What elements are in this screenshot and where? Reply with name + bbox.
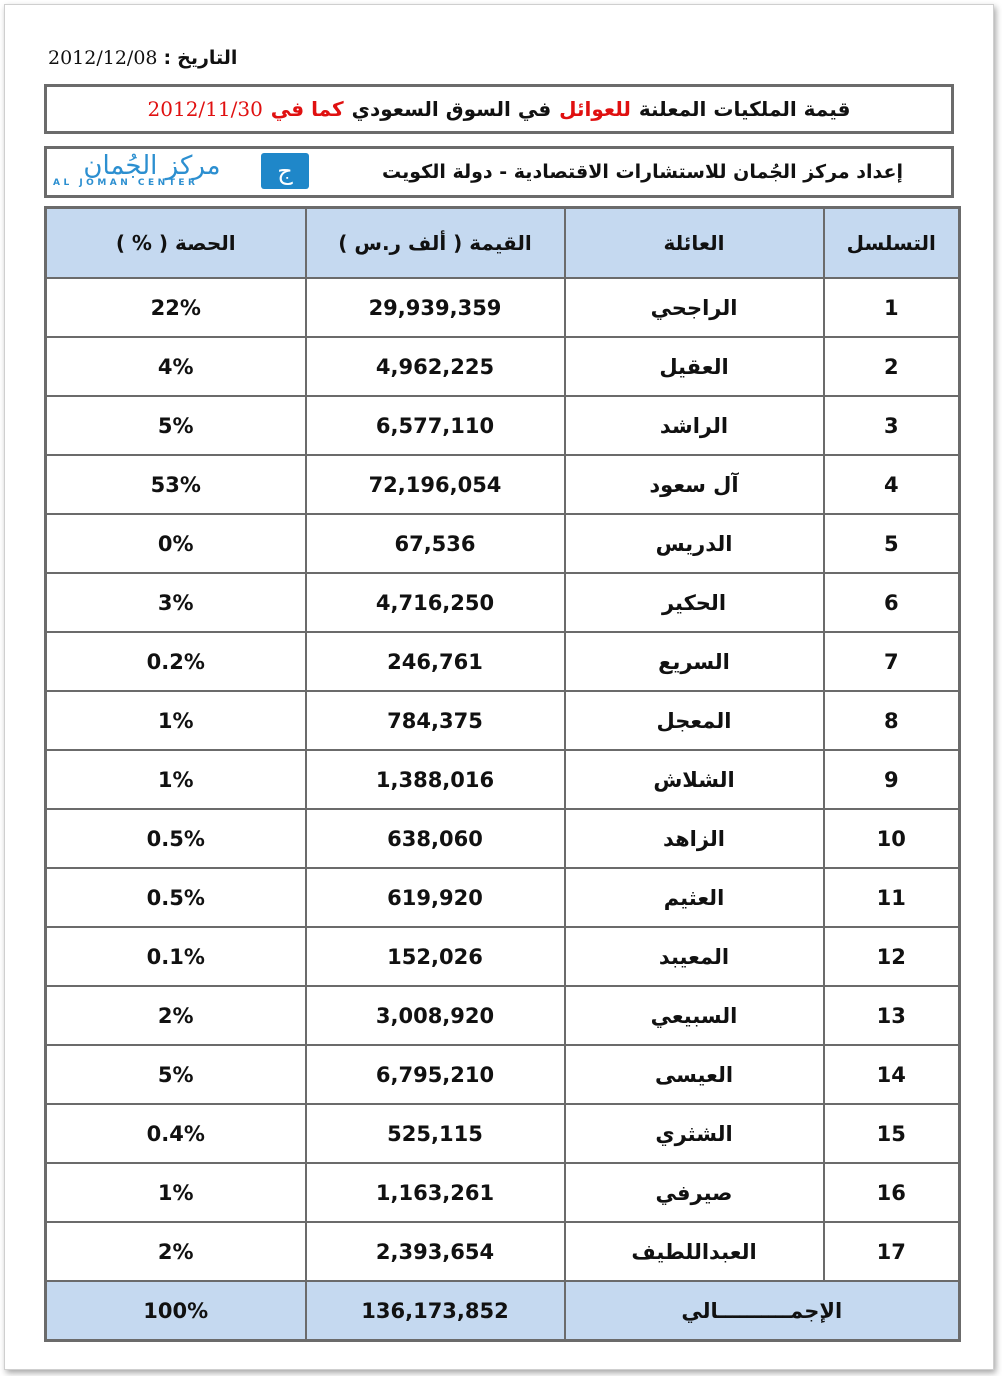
- date-label: التاريخ: [177, 47, 238, 69]
- title-part-3: في السوق السعودي: [351, 97, 552, 121]
- cell-value: 1,388,016: [306, 750, 565, 809]
- cell-family: الشثري: [565, 1104, 824, 1163]
- report-title: [44, 84, 954, 134]
- cell-value: 29,939,359: [306, 278, 565, 337]
- cell-family: العبداللطيف: [565, 1222, 824, 1281]
- cell-seq: 14: [824, 1045, 960, 1104]
- logo-arabic-text: مركز الجُمان: [83, 151, 221, 181]
- cell-family: الحكير: [565, 573, 824, 632]
- cell-family: السبيعي: [565, 986, 824, 1045]
- cell-seq: 10: [824, 809, 960, 868]
- table-row: [46, 1045, 960, 1104]
- cell-family: العقيل: [565, 337, 824, 396]
- cell-seq: 5: [824, 514, 960, 573]
- cell-family: صيرفي: [565, 1163, 824, 1222]
- cell-share: 3%: [46, 573, 306, 632]
- cell-seq: 3: [824, 396, 960, 455]
- cell-family: الشلاش: [565, 750, 824, 809]
- cell-share: 0%: [46, 514, 306, 573]
- cell-value: 4,716,250: [306, 573, 565, 632]
- cell-family: آل سعود: [565, 455, 824, 514]
- cell-seq: 7: [824, 632, 960, 691]
- cell-seq: 1: [824, 278, 960, 337]
- table-header-row: [46, 208, 960, 279]
- header-seq: التسلسل: [824, 208, 960, 279]
- cell-share: 53%: [46, 455, 306, 514]
- cell-value: 3,008,920: [306, 986, 565, 1045]
- total-row: [46, 1281, 960, 1341]
- al-joman-logo: [51, 151, 313, 193]
- header-family: العائلة: [565, 208, 824, 279]
- cell-share: 4%: [46, 337, 306, 396]
- total-share: 100%: [46, 1281, 306, 1341]
- cell-share: 5%: [46, 1045, 306, 1104]
- prepared-by-box: [44, 146, 954, 198]
- cell-value: 6,577,110: [306, 396, 565, 455]
- cell-value: 67,536: [306, 514, 565, 573]
- cell-share: 2%: [46, 1222, 306, 1281]
- table-row: [46, 1163, 960, 1222]
- table-row: [46, 573, 960, 632]
- cell-seq: 12: [824, 927, 960, 986]
- cell-family: الراجحي: [565, 278, 824, 337]
- header-value: القيمة ( ألف ر.س ): [306, 208, 565, 279]
- table-row: [46, 691, 960, 750]
- total-label: الإجمــــــــــالي: [565, 1281, 960, 1341]
- cell-share: 0.5%: [46, 809, 306, 868]
- cell-share: 2%: [46, 986, 306, 1045]
- table-row: [46, 927, 960, 986]
- table-row: [46, 337, 960, 396]
- table-row: [46, 868, 960, 927]
- cell-value: 4,962,225: [306, 337, 565, 396]
- logo-mark-icon: ج: [261, 153, 309, 189]
- cell-value: 152,026: [306, 927, 565, 986]
- cell-value: 72,196,054: [306, 455, 565, 514]
- total-value: 136,173,852: [306, 1281, 565, 1341]
- cell-seq: 6: [824, 573, 960, 632]
- cell-seq: 2: [824, 337, 960, 396]
- date-separator: :: [163, 47, 172, 69]
- table-body: [46, 278, 960, 1281]
- table-row: [46, 986, 960, 1045]
- cell-share: 1%: [46, 1163, 306, 1222]
- cell-seq: 9: [824, 750, 960, 809]
- cell-share: 0.5%: [46, 868, 306, 927]
- cell-seq: 8: [824, 691, 960, 750]
- cell-seq: 13: [824, 986, 960, 1045]
- cell-share: 0.2%: [46, 632, 306, 691]
- title-date: 2012/11/30: [147, 97, 263, 121]
- table-row: [46, 396, 960, 455]
- cell-value: 246,761: [306, 632, 565, 691]
- cell-value: 2,393,654: [306, 1222, 565, 1281]
- table-row: [46, 278, 960, 337]
- cell-share: 5%: [46, 396, 306, 455]
- cell-seq: 17: [824, 1222, 960, 1281]
- cell-family: المعيبد: [565, 927, 824, 986]
- date-value: 2012/12/08: [48, 47, 158, 69]
- cell-family: الراشد: [565, 396, 824, 455]
- prepared-by-text: إعداد مركز الجُمان للاستشارات الاقتصادية - دولة الكويت: [381, 161, 903, 183]
- cell-value: 525,115: [306, 1104, 565, 1163]
- cell-share: 0.4%: [46, 1104, 306, 1163]
- cell-family: المعجل: [565, 691, 824, 750]
- cell-seq: 11: [824, 868, 960, 927]
- header-share: الحصة ( % ): [46, 208, 306, 279]
- date-line: [48, 44, 237, 72]
- table-row: [46, 750, 960, 809]
- table-row: [46, 632, 960, 691]
- cell-seq: 4: [824, 455, 960, 514]
- title-part-1: قيمة الملكيات المعلنة: [638, 97, 851, 121]
- ownership-table: [44, 206, 961, 1342]
- table-row: [46, 1104, 960, 1163]
- table-row: [46, 455, 960, 514]
- cell-value: 638,060: [306, 809, 565, 868]
- cell-family: العثيم: [565, 868, 824, 927]
- cell-family: السريع: [565, 632, 824, 691]
- table-row: [46, 809, 960, 868]
- cell-family: الدريس: [565, 514, 824, 573]
- cell-seq: 15: [824, 1104, 960, 1163]
- logo-english-text: AL JOMAN CENTER: [53, 178, 199, 188]
- title-part-2: للعوائل: [559, 97, 631, 121]
- cell-value: 784,375: [306, 691, 565, 750]
- title-part-4: كما في: [270, 97, 344, 121]
- cell-share: 22%: [46, 278, 306, 337]
- cell-value: 1,163,261: [306, 1163, 565, 1222]
- cell-share: 1%: [46, 691, 306, 750]
- cell-share: 1%: [46, 750, 306, 809]
- cell-seq: 16: [824, 1163, 960, 1222]
- cell-share: 0.1%: [46, 927, 306, 986]
- cell-value: 6,795,210: [306, 1045, 565, 1104]
- cell-family: العيسى: [565, 1045, 824, 1104]
- table-row: [46, 1222, 960, 1281]
- cell-value: 619,920: [306, 868, 565, 927]
- cell-family: الزاهد: [565, 809, 824, 868]
- table-row: [46, 514, 960, 573]
